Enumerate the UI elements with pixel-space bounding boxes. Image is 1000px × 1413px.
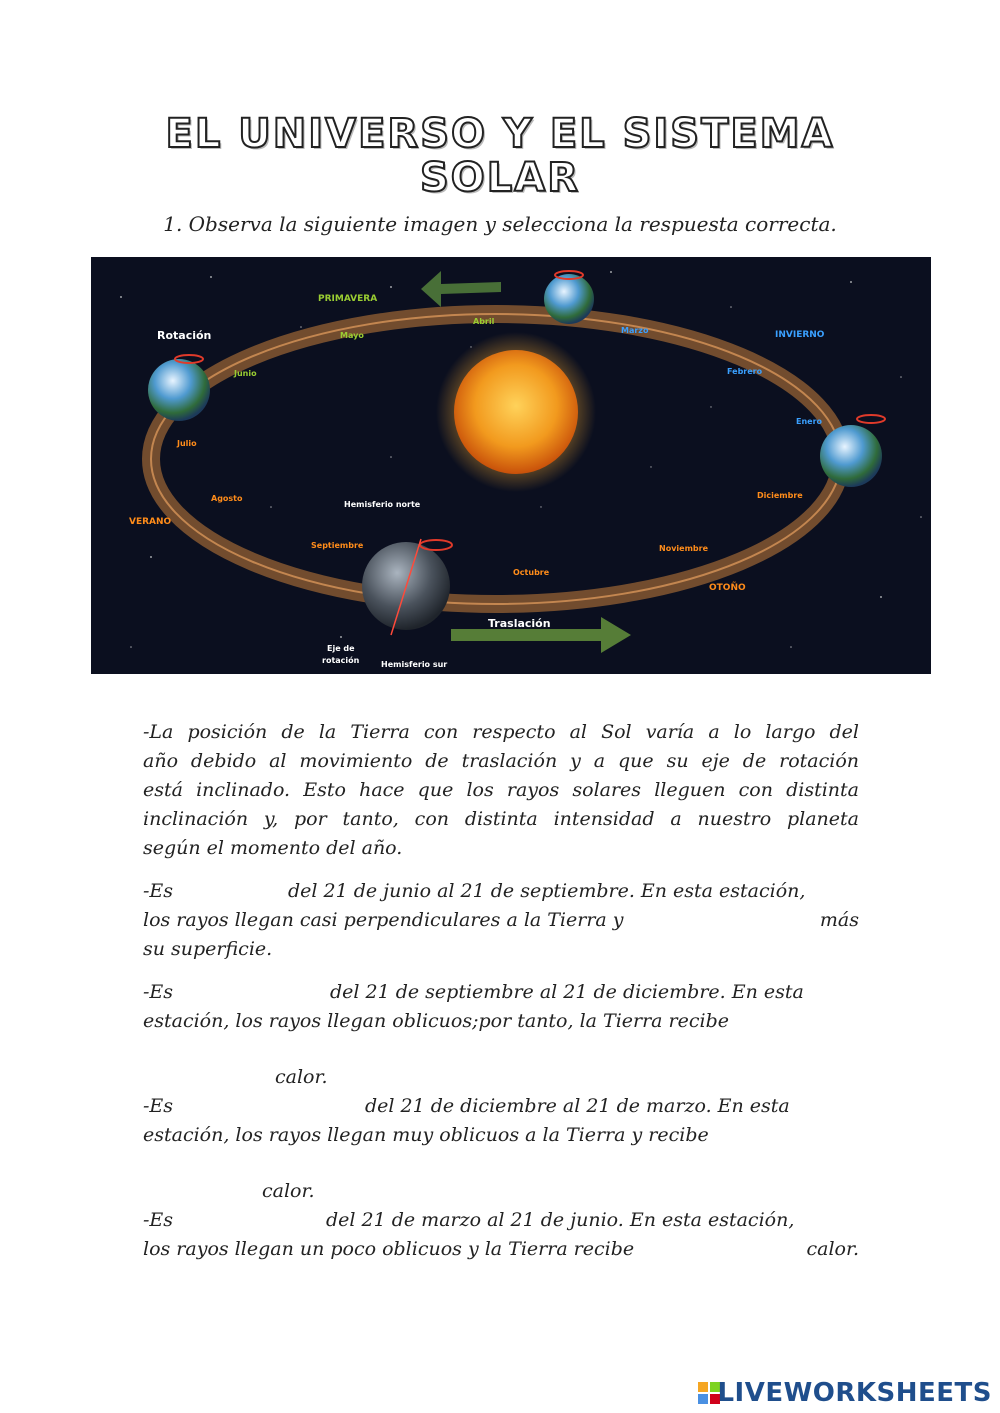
rotation-arrow-bottom: [420, 540, 452, 550]
label-otono: OTOÑO: [709, 583, 746, 593]
title-line-2: SOLAR: [419, 155, 581, 201]
month-julio: Julio: [177, 439, 197, 448]
autumn-dates: del 21 de septiembre al 21 de diciembre. En esta: [330, 981, 804, 1003]
top-arrow: [421, 271, 501, 307]
winter-calor: calor.: [262, 1180, 315, 1202]
sun: [454, 350, 578, 474]
month-enero: Enero: [796, 417, 823, 426]
worksheet-title: [0, 112, 1000, 200]
label-traslacion: Traslación: [488, 617, 551, 630]
summer-rays: los rayos llegan casi perpendiculares a la Tierra y: [143, 909, 624, 931]
earth-left: [148, 359, 210, 421]
earth-right: [820, 425, 882, 487]
intro-line: -La posición de la Tierra con respecto al Sol varía a lo largo del: [143, 721, 859, 743]
instruction-text: 1. Observa la siguiente imagen y selecciona la respuesta correcta.: [163, 212, 837, 236]
solar-system-diagram: [91, 257, 931, 674]
summer-es: -Es: [143, 880, 174, 902]
spring-paragraph: [143, 1206, 859, 1264]
label-verano: VERANO: [129, 517, 172, 527]
earth-top: [544, 274, 594, 324]
liveworksheets-brand[interactable]: LIVEWORKSHEETS: [717, 1378, 992, 1408]
label-hemisferio-norte: Hemisferio norte: [344, 500, 421, 509]
label-invierno: INVIERNO: [775, 330, 825, 340]
month-noviembre: Noviembre: [659, 544, 709, 553]
spring-calor: calor.: [806, 1238, 859, 1260]
spring-dates: del 21 de marzo al 21 de junio. En esta estación,: [326, 1209, 795, 1231]
summer-mas: más: [819, 909, 859, 931]
month-junio: Junio: [234, 369, 257, 378]
month-diciembre: Diciembre: [757, 491, 803, 500]
label-rotacion: Rotación: [157, 329, 212, 342]
month-abril: Abril: [473, 317, 495, 326]
intro-line: está inclinado. Esto hace que los rayos solares lleguen con distinta: [143, 779, 859, 801]
month-febrero: Febrero: [727, 367, 763, 376]
intro-line: según el momento del año.: [143, 837, 403, 859]
label-eje-line2: rotación: [322, 656, 360, 665]
winter-dates: del 21 de diciembre al 21 de marzo. En esta: [365, 1095, 790, 1117]
autumn-rays: estación, los rayos llegan oblicuos;por tanto, la Tierra recibe: [143, 1010, 729, 1032]
summer-dates: del 21 de junio al 21 de septiembre. En esta estación,: [288, 880, 806, 902]
title-line-1: EL UNIVERSO Y EL SISTEMA: [165, 111, 835, 157]
intro-line: año debido al movimiento de traslación y a que su eje de rotación: [143, 750, 859, 772]
summer-surface: su superficie.: [143, 938, 273, 960]
label-hemisferio-sur: Hemisferio sur: [381, 660, 448, 669]
rotation-arrow-right: [857, 415, 885, 423]
month-mayo: Mayo: [340, 331, 364, 340]
winter-paragraph: [143, 1092, 859, 1206]
label-primavera: PRIMAVERA: [318, 294, 378, 304]
intro-paragraph: [143, 718, 859, 863]
autumn-es: -Es: [143, 981, 174, 1003]
month-agosto: Agosto: [211, 494, 243, 503]
month-octubre: Octubre: [513, 568, 550, 577]
winter-rays: estación, los rayos llegan muy oblicuos a la Tierra y recibe: [143, 1124, 709, 1146]
spring-es: -Es: [143, 1209, 174, 1231]
intro-line: inclinación y, por tanto, con distinta intensidad a nuestro planeta: [143, 808, 859, 830]
label-eje-line1: Eje de: [327, 644, 355, 653]
summer-paragraph: [143, 877, 859, 964]
autumn-paragraph: [143, 978, 859, 1092]
diagram-svg: [91, 257, 931, 674]
winter-es: -Es: [143, 1095, 174, 1117]
month-septiembre: Septiembre: [311, 541, 364, 550]
spring-rays: los rayos llegan un poco oblicuos y la Tierra recibe: [143, 1238, 635, 1260]
month-marzo: Marzo: [621, 326, 649, 335]
autumn-calor: calor.: [275, 1066, 328, 1088]
